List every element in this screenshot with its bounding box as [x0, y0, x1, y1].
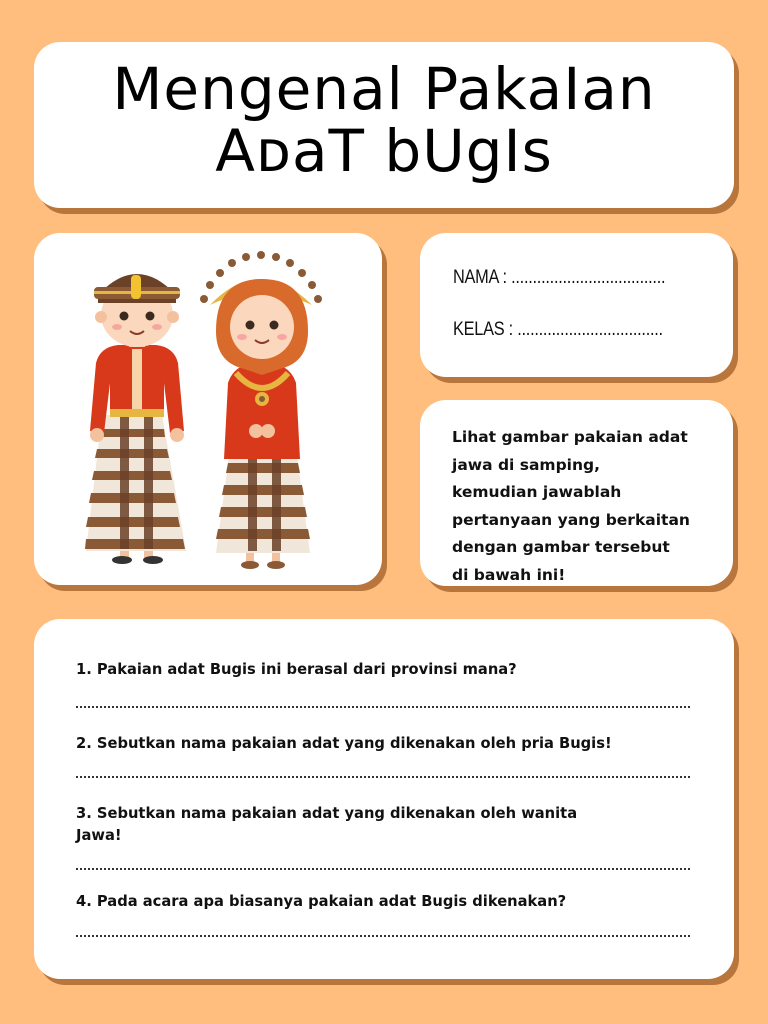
question-1: 1. Pakaian adat Bugis ini berasal dari provinsi mana?	[76, 661, 517, 678]
woman-sarong	[216, 449, 310, 553]
title-line-1: Mengenal PakaIan	[112, 55, 656, 123]
man-figure	[85, 274, 186, 564]
question-4: 4. Pada acara apa biasanya pakaian adat Bugis dikenakan?	[76, 893, 567, 910]
illustration-card	[34, 233, 382, 585]
answer-line-3[interactable]	[76, 868, 690, 870]
instruction-text: Lihat gambar pakaian adat jawa di samping, kemudian jawablah pertanyaan yang berkaitan dengan gambar tersebut di bawah ini!	[452, 428, 690, 584]
title-line-2: AᴅaT bUgIs	[215, 117, 553, 185]
instruction-card	[420, 400, 733, 586]
question-3: 3. Sebutkan nama pakaian adat yang dikenakan oleh wanita Jawa!	[76, 805, 578, 844]
woman-figure	[200, 251, 322, 569]
page-title	[34, 55, 734, 185]
answer-line-1[interactable]	[76, 706, 690, 708]
name-field[interactable]: NAMA : ....................................	[453, 267, 666, 288]
title-card	[34, 42, 734, 208]
bugis-couple-illustration	[34, 233, 382, 585]
answer-line-2[interactable]	[76, 776, 690, 778]
question-2: 2. Sebutkan nama pakaian adat yang dikenakan oleh pria Bugis!	[76, 735, 612, 752]
class-field[interactable]: KELAS : ..................................	[453, 319, 663, 340]
questions-card	[34, 619, 734, 979]
answer-line-4[interactable]	[76, 935, 690, 937]
identity-card	[420, 233, 733, 377]
